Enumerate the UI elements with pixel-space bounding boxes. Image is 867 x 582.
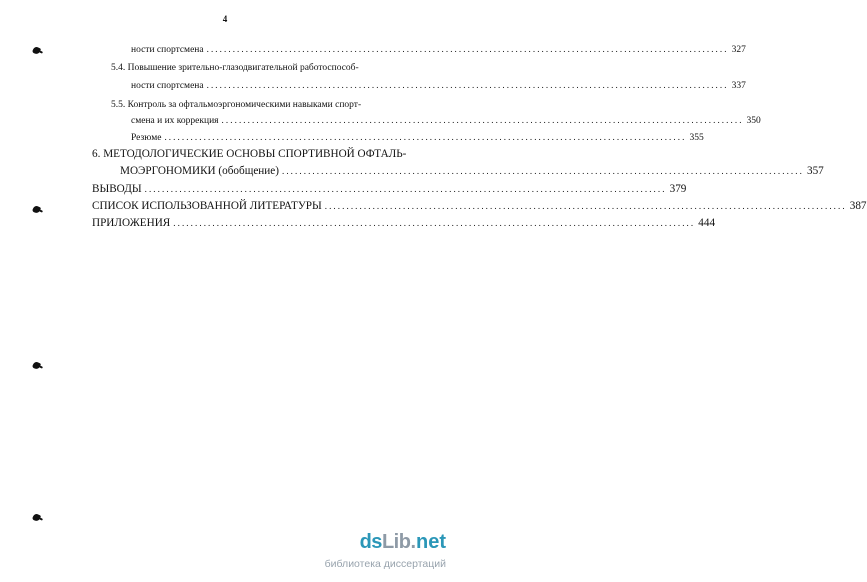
toc-page-number: 350 <box>746 116 761 126</box>
toc-page-number: 337 <box>731 81 746 91</box>
dot-leader: ........................................................................................................................ <box>324 201 847 211</box>
toc-entry-text: ПРИЛОЖЕНИЯ <box>92 217 171 229</box>
toc-page-number: 379 <box>669 183 687 195</box>
toc-entry-text: 6. МЕТОДОЛОГИЧЕСКИЕ ОСНОВЫ СПОРТИВНОЙ ОФТАЛЬ- <box>92 148 407 160</box>
toc-line <box>131 115 761 127</box>
toc-line <box>92 200 867 212</box>
dslib-watermark <box>326 531 446 579</box>
toc-page-number: 355 <box>689 133 704 143</box>
toc-line <box>92 217 716 229</box>
dot-leader: ........................................................................................................................ <box>281 166 804 176</box>
logo-lib: Lib <box>381 531 411 553</box>
logo-dot: . <box>410 531 416 553</box>
toc-line <box>92 148 407 160</box>
toc-line <box>111 101 401 111</box>
toc-page-number: 357 <box>806 165 824 177</box>
toc-entry-text: 5.5. Контроль за офтальмоэргономическими навыками спорт- <box>111 100 362 110</box>
toc-line <box>131 44 746 56</box>
logo-net: net <box>416 531 446 553</box>
toc-entry-text: ности спортсмена <box>131 81 204 91</box>
toc-entry-text: МОЭРГОНОМИКИ (обобщение) <box>120 165 279 177</box>
dot-leader: ........................................................................................................................ <box>144 184 667 194</box>
toc-line <box>120 165 824 177</box>
toc-page-number: 444 <box>698 217 716 229</box>
toc-entry-text: Резюме <box>131 133 162 143</box>
toc-line <box>92 183 687 195</box>
dot-leader: ........................................................................................................................ <box>206 44 729 54</box>
watermark-subtitle: библиотека диссертаций <box>324 558 446 570</box>
dot-leader: ........................................................................................................................ <box>173 218 696 228</box>
logo-ds: ds <box>359 531 382 553</box>
toc-entry-text: смена и их коррекция <box>131 116 219 126</box>
dot-leader: ........................................................................................................................ <box>206 80 729 90</box>
toc-page-number: 387 <box>849 200 867 212</box>
dslib-logo <box>360 531 446 554</box>
toc-line <box>111 64 401 74</box>
toc-entry-text: СПИСОК ИСПОЛЬЗОВАННОЙ ЛИТЕРАТУРЫ <box>92 200 322 212</box>
toc-line <box>131 80 746 92</box>
dot-leader: ........................................................................................................................ <box>164 132 687 142</box>
toc-entry-text: ности спортсмена <box>131 45 204 55</box>
toc-entry-text: 5.4. Повышение зрительно-глазодвигательной работоспособ- <box>111 63 359 73</box>
toc-entry-text: ВЫВОДЫ <box>92 183 142 195</box>
page-number: 4 <box>222 14 228 24</box>
dot-leader: ........................................................................................................................ <box>221 115 744 125</box>
toc-page-number: 327 <box>731 45 746 55</box>
toc-line <box>131 132 704 144</box>
